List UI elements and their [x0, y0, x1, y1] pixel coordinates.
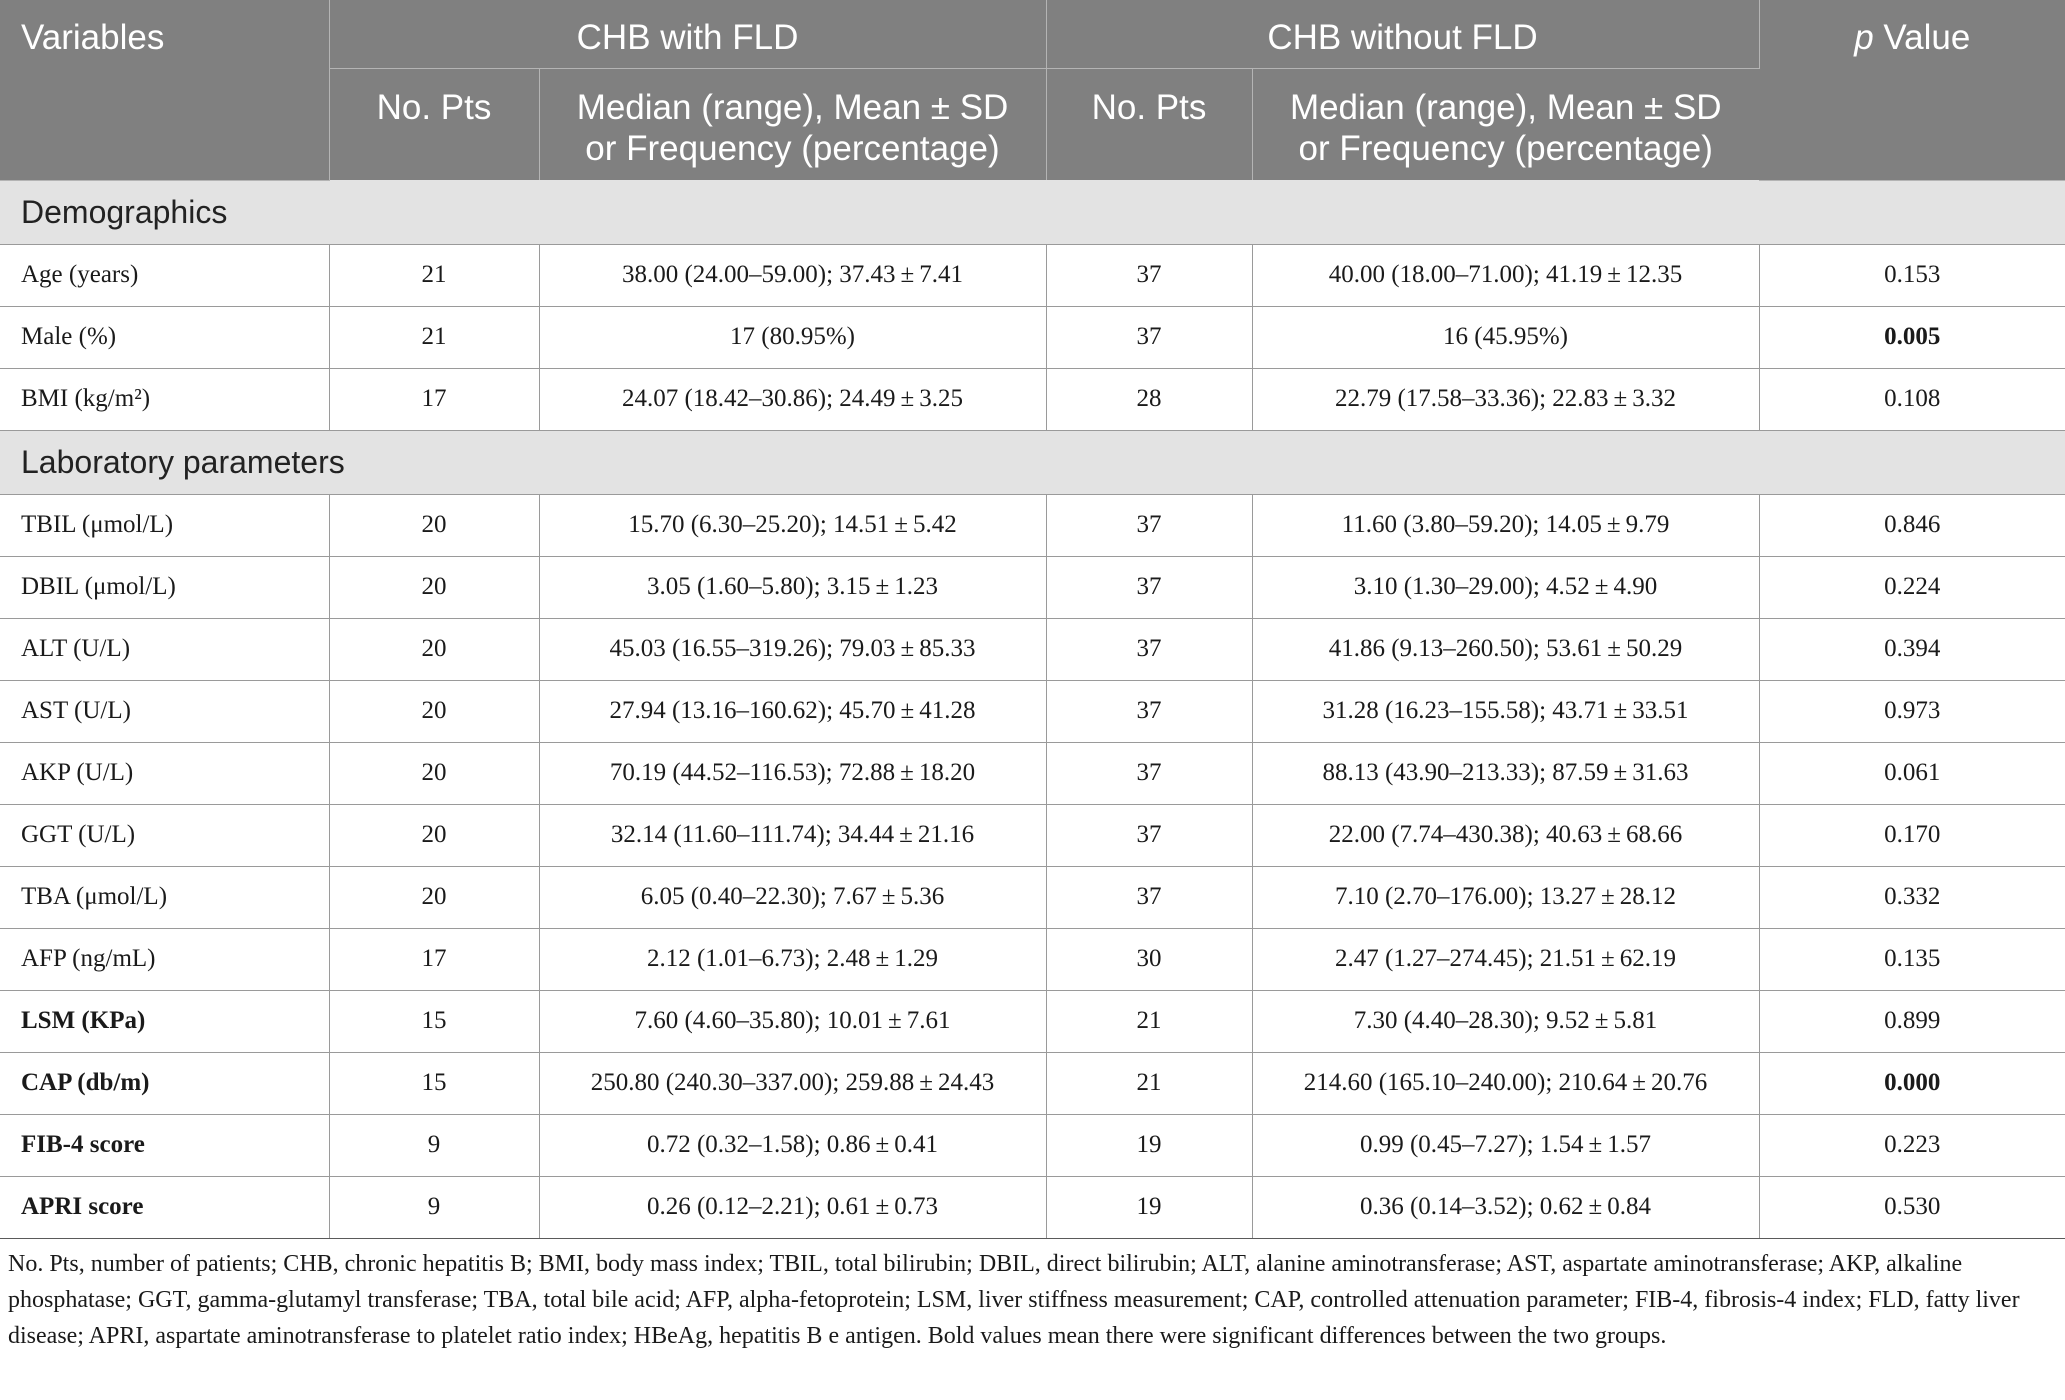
n-without-cell: 19 [1046, 1114, 1252, 1176]
variable-cell: DBIL (μmol/L) [0, 556, 329, 618]
table-row [0, 368, 2065, 430]
section-row-demographics [0, 180, 2065, 244]
section-row-laboratory [0, 430, 2065, 494]
stat-with-cell: 38.00 (24.00–59.00); 37.43 ± 7.41 [539, 244, 1046, 306]
stat-without-cell: 11.60 (3.80–59.20); 14.05 ± 9.79 [1252, 494, 1759, 556]
stat-without-cell: 16 (45.95%) [1252, 306, 1759, 368]
stat-without-cell: 7.30 (4.40–28.30); 9.52 ± 5.81 [1252, 990, 1759, 1052]
n-without-cell: 37 [1046, 804, 1252, 866]
stat-with-cell: 6.05 (0.40–22.30); 7.67 ± 5.36 [539, 866, 1046, 928]
variable-cell: GGT (U/L) [0, 804, 329, 866]
variable-cell: AFP (ng/mL) [0, 928, 329, 990]
stat-without-cell: 22.00 (7.74–430.38); 40.63 ± 68.66 [1252, 804, 1759, 866]
n-without-cell: 37 [1046, 244, 1252, 306]
variable-cell: TBA (μmol/L) [0, 866, 329, 928]
n-without-cell: 37 [1046, 494, 1252, 556]
variable-cell: Male (%) [0, 306, 329, 368]
variable-cell: FIB-4 score [0, 1114, 329, 1176]
stat-without-cell: 3.10 (1.30–29.00); 4.52 ± 4.90 [1252, 556, 1759, 618]
stat-with-cell: 3.05 (1.60–5.80); 3.15 ± 1.23 [539, 556, 1046, 618]
n-with-cell: 21 [329, 306, 539, 368]
n-with-cell: 20 [329, 556, 539, 618]
stat-without-cell: 40.00 (18.00–71.00); 41.19 ± 12.35 [1252, 244, 1759, 306]
variable-cell: AKP (U/L) [0, 742, 329, 804]
stat-without-cell: 41.86 (9.13–260.50); 53.61 ± 50.29 [1252, 618, 1759, 680]
stat-with-cell: 45.03 (16.55–319.26); 79.03 ± 85.33 [539, 618, 1046, 680]
n-without-cell: 37 [1046, 742, 1252, 804]
n-with-cell: 17 [329, 368, 539, 430]
n-without-cell: 37 [1046, 306, 1252, 368]
stat-with-cell: 250.80 (240.30–337.00); 259.88 ± 24.43 [539, 1052, 1046, 1114]
header-row-1 [0, 0, 2065, 68]
stat-with-cell: 15.70 (6.30–25.20); 14.51 ± 5.42 [539, 494, 1046, 556]
n-with-cell: 17 [329, 928, 539, 990]
p-value-cell: 0.170 [1759, 804, 2065, 866]
stat-without-cell: 2.47 (1.27–274.45); 21.51 ± 62.19 [1252, 928, 1759, 990]
table-row [0, 306, 2065, 368]
stat-line-1: Median (range), Mean ± SD [576, 87, 1009, 127]
section-title: Laboratory parameters [0, 430, 2065, 494]
header-group-with-fld: CHB with FLD [329, 0, 1046, 68]
section-title: Demographics [0, 180, 2065, 244]
header-stat-without [1252, 68, 1759, 180]
header-variables: Variables [0, 0, 329, 180]
table-row [0, 244, 2065, 306]
stat-without-cell: 22.79 (17.58–33.36); 22.83 ± 3.32 [1252, 368, 1759, 430]
n-without-cell: 37 [1046, 866, 1252, 928]
p-value-cell: 0.108 [1759, 368, 2065, 430]
header-no-pts-with: No. Pts [329, 68, 539, 180]
stat-with-cell: 0.26 (0.12–2.21); 0.61 ± 0.73 [539, 1176, 1046, 1238]
n-with-cell: 9 [329, 1114, 539, 1176]
p-value-cell: 0.332 [1759, 866, 2065, 928]
p-value-cell: 0.224 [1759, 556, 2065, 618]
table-row [0, 1114, 2065, 1176]
table-row [0, 494, 2065, 556]
n-without-cell: 28 [1046, 368, 1252, 430]
variable-cell: APRI score [0, 1176, 329, 1238]
p-value-cell: 0.135 [1759, 928, 2065, 990]
p-value-cell: 0.005 [1759, 306, 2065, 368]
table-row [0, 618, 2065, 680]
n-with-cell: 21 [329, 244, 539, 306]
table-row [0, 866, 2065, 928]
stat-line-2: or Frequency (percentage) [585, 128, 1000, 168]
n-with-cell: 20 [329, 866, 539, 928]
variable-cell: Age (years) [0, 244, 329, 306]
stat-with-cell: 70.19 (44.52–116.53); 72.88 ± 18.20 [539, 742, 1046, 804]
stat-without-cell: 7.10 (2.70–176.00); 13.27 ± 28.12 [1252, 866, 1759, 928]
n-without-cell: 37 [1046, 556, 1252, 618]
p-value-cell: 0.530 [1759, 1176, 2065, 1238]
variable-cell: BMI (kg/m²) [0, 368, 329, 430]
stat-with-cell: 17 (80.95%) [539, 306, 1046, 368]
n-without-cell: 21 [1046, 1052, 1252, 1114]
stat-without-cell: 0.36 (0.14–3.52); 0.62 ± 0.84 [1252, 1176, 1759, 1238]
header-no-pts-without: No. Pts [1046, 68, 1252, 180]
stat-line-1: Median (range), Mean ± SD [1289, 87, 1722, 127]
stat-with-cell: 32.14 (11.60–111.74); 34.44 ± 21.16 [539, 804, 1046, 866]
stat-line-2: or Frequency (percentage) [1298, 128, 1713, 168]
p-value-cell: 0.973 [1759, 680, 2065, 742]
stat-without-cell: 88.13 (43.90–213.33); 87.59 ± 31.63 [1252, 742, 1759, 804]
variable-cell: AST (U/L) [0, 680, 329, 742]
stat-with-cell: 27.94 (13.16–160.62); 45.70 ± 41.28 [539, 680, 1046, 742]
stat-with-cell: 24.07 (18.42–30.86); 24.49 ± 3.25 [539, 368, 1046, 430]
variable-cell: CAP (db/m) [0, 1052, 329, 1114]
variable-cell: TBIL (μmol/L) [0, 494, 329, 556]
header-group-without-fld: CHB without FLD [1046, 0, 1759, 68]
n-without-cell: 21 [1046, 990, 1252, 1052]
header-p-value [1759, 0, 2065, 180]
n-with-cell: 15 [329, 990, 539, 1052]
table-row [0, 680, 2065, 742]
n-with-cell: 9 [329, 1176, 539, 1238]
p-value-cell: 0.846 [1759, 494, 2065, 556]
variable-cell: LSM (KPa) [0, 990, 329, 1052]
n-with-cell: 20 [329, 680, 539, 742]
p-value-word: Value [1873, 18, 1971, 57]
stat-without-cell: 31.28 (16.23–155.58); 43.71 ± 33.51 [1252, 680, 1759, 742]
table-row [0, 990, 2065, 1052]
table-row [0, 1176, 2065, 1238]
table-footnote: No. Pts, number of patients; CHB, chronic hepatitis B; BMI, body mass index; TBIL, total bilirubin; DBIL, direct bilirubin; ALT, alanine aminotransferase; AST, aspartate aminotransferase; AKP, alkaline phosphatase; GGT, gamma-glutamyl transferase; TBA, total bile acid; AFP, alpha-fetoprotein; LSM, liver stiffness measurement; CAP, controlled attenuation parameter; FIB-4, fibrosis-4 index; FLD, fatty liver disease; APRI, aspartate aminotransferase to platelet ratio index; HBeAg, hepatitis B e antigen. Bold values mean there were significant differences between the two groups. [8, 1251, 2020, 1349]
header-stat-with [539, 68, 1046, 180]
table-row [0, 742, 2065, 804]
n-without-cell: 37 [1046, 618, 1252, 680]
p-italic: p [1854, 18, 1874, 57]
n-with-cell: 20 [329, 804, 539, 866]
table-row [0, 928, 2065, 990]
stat-with-cell: 2.12 (1.01–6.73); 2.48 ± 1.29 [539, 928, 1046, 990]
n-without-cell: 37 [1046, 680, 1252, 742]
stat-without-cell: 0.99 (0.45–7.27); 1.54 ± 1.57 [1252, 1114, 1759, 1176]
p-value-cell: 0.223 [1759, 1114, 2065, 1176]
p-value-cell: 0.061 [1759, 742, 2065, 804]
n-without-cell: 19 [1046, 1176, 1252, 1238]
n-without-cell: 30 [1046, 928, 1252, 990]
n-with-cell: 20 [329, 618, 539, 680]
stat-without-cell: 214.60 (165.10–240.00); 210.64 ± 20.76 [1252, 1052, 1759, 1114]
n-with-cell: 15 [329, 1052, 539, 1114]
p-value-cell: 0.000 [1759, 1052, 2065, 1114]
n-with-cell: 20 [329, 742, 539, 804]
variable-cell: ALT (U/L) [0, 618, 329, 680]
stat-with-cell: 7.60 (4.60–35.80); 10.01 ± 7.61 [539, 990, 1046, 1052]
table-row [0, 556, 2065, 618]
stat-with-cell: 0.72 (0.32–1.58); 0.86 ± 0.41 [539, 1114, 1046, 1176]
p-value-cell: 0.899 [1759, 990, 2065, 1052]
p-value-cell: 0.394 [1759, 618, 2065, 680]
table-row [0, 1052, 2065, 1114]
n-with-cell: 20 [329, 494, 539, 556]
p-value-cell: 0.153 [1759, 244, 2065, 306]
table-row [0, 804, 2065, 866]
